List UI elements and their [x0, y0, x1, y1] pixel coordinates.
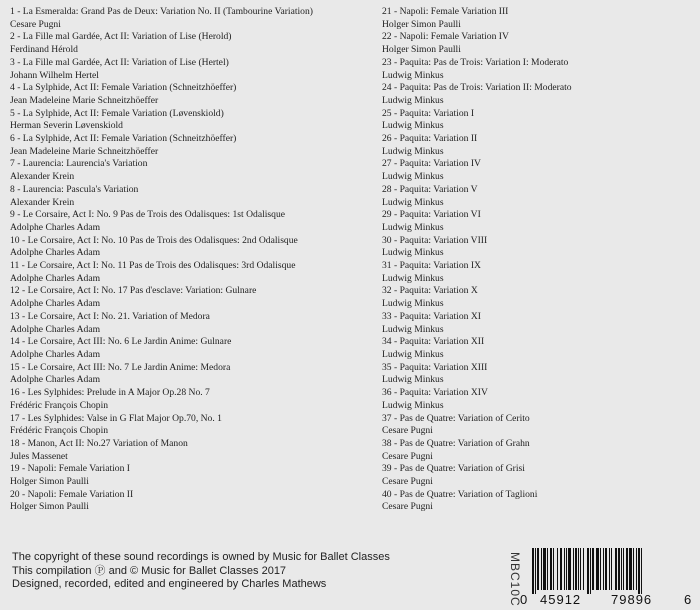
track-title: 25 - Paquita: Variation I	[382, 107, 475, 119]
barcode-last-digit: 6	[684, 592, 693, 607]
track-title: 3 - La Fille mal Gardée, Act II: Variation of Lise (Hertel)	[10, 56, 229, 68]
compilation-line: This compilation Ⓟ and © Music for Ballet Classes 2017	[12, 564, 287, 577]
barcode-bar	[535, 548, 536, 594]
barcode-bar	[560, 548, 562, 590]
track-item	[382, 6, 672, 31]
track-composer: Adolphe Charles Adam	[10, 272, 101, 284]
track-title: 24 - Paquita: Pas de Trois: Variation II: Moderato	[382, 82, 572, 94]
track-item	[10, 413, 365, 438]
track-title: 20 - Napoli: Female Variation II	[10, 488, 134, 500]
catalog-number: MBC10C	[508, 552, 522, 607]
track-title: 19 - Napoli: Female Variation I	[10, 463, 130, 475]
barcode-bar	[575, 548, 577, 590]
barcode-bar	[550, 548, 552, 590]
track-composer: Ludwig Minkus	[382, 348, 444, 360]
track-title: 16 - Les Sylphides: Prelude in A Major Op.28 No. 7	[10, 387, 210, 399]
track-composer: Ludwig Minkus	[382, 145, 444, 157]
track-item	[10, 311, 365, 336]
barcode-bar	[583, 548, 584, 590]
track-title: 11 - Le Corsaire, Act I: No. 11 Pas de Trois des Odalisques: 3rd Odalisque	[10, 260, 296, 272]
barcode-bar	[547, 548, 548, 590]
track-item	[10, 463, 365, 488]
track-item	[10, 6, 365, 31]
track-composer: Ferdinand Hérold	[10, 44, 78, 56]
track-item	[10, 108, 365, 133]
track-composer: Ludwig Minkus	[382, 247, 444, 259]
track-item	[10, 209, 365, 234]
track-title: 12 - Le Corsaire, Act I: No. 17 Pas d'esclave: Variation: Gulnare	[10, 285, 257, 297]
track-item	[10, 260, 365, 285]
track-title: 23 - Paquita: Pas de Trois: Variation I: Moderato	[382, 56, 569, 68]
track-item	[10, 387, 365, 412]
track-composer: Ludwig Minkus	[382, 171, 444, 183]
barcode-bar	[543, 548, 546, 590]
credits-footer	[12, 551, 390, 592]
track-composer: Adolphe Charles Adam	[10, 323, 101, 335]
barcode-bar	[618, 548, 620, 590]
track-composer: Cesare Pugni	[382, 450, 433, 462]
barcode-bar	[641, 548, 642, 594]
track-item	[10, 57, 365, 82]
barcode-bar	[629, 548, 632, 590]
barcode-bar	[553, 548, 554, 590]
track-composer: Cesare Pugni	[10, 18, 61, 30]
track-item	[382, 311, 672, 336]
track-title: 2 - La Fille mal Gardée, Act II: Variation of Lise (Herold)	[10, 31, 232, 43]
barcode-bar	[638, 548, 640, 594]
track-composer: Jean Madeleine Marie Schneitzhöeffer	[10, 94, 159, 106]
track-item	[382, 413, 672, 438]
barcode-bar	[557, 548, 558, 590]
barcode-bar	[605, 548, 607, 590]
barcode-bar	[590, 548, 591, 594]
barcode-bar	[615, 548, 617, 590]
track-item	[382, 336, 672, 361]
track-item	[382, 260, 672, 285]
track-composer: Herman Severin Løvenskiold	[10, 120, 123, 132]
track-composer: Adolphe Charles Adam	[10, 247, 101, 259]
barcode-right-group: 79896	[611, 592, 653, 607]
track-title: 34 - Paquita: Variation XII	[382, 336, 485, 348]
barcode-bar	[611, 548, 612, 590]
barcode-bar	[600, 548, 601, 590]
barcode-bar	[636, 548, 637, 590]
track-title: 21 - Napoli: Female Variation III	[382, 6, 509, 17]
track-item	[382, 387, 672, 412]
barcode-bar	[626, 548, 628, 590]
track-item	[10, 133, 365, 158]
barcode-bar	[580, 548, 581, 590]
track-item	[382, 438, 672, 463]
track-composer: Ludwig Minkus	[382, 272, 444, 284]
tracklist-right-column	[382, 6, 672, 514]
track-item	[10, 438, 365, 463]
track-item	[382, 133, 672, 158]
tracklist-left-column	[10, 6, 365, 514]
track-composer: Ludwig Minkus	[382, 120, 444, 132]
track-item	[382, 362, 672, 387]
track-item	[382, 235, 672, 260]
track-item	[382, 82, 672, 107]
track-title: 13 - Le Corsaire, Act I: No. 21. Variation of Medora	[10, 310, 210, 322]
track-composer: Jules Massenet	[10, 450, 68, 462]
barcode-bar	[541, 548, 542, 590]
track-composer: Adolphe Charles Adam	[10, 298, 101, 310]
barcode-bar	[592, 548, 594, 590]
track-item	[382, 489, 672, 514]
track-title: 7 - Laurencia: Laurencia's Variation	[10, 158, 148, 170]
track-composer: Ludwig Minkus	[382, 69, 444, 81]
track-composer: Cesare Pugni	[382, 476, 433, 488]
track-title: 6 - La Sylphide, Act II: Female Variation (Schneitzhöeffer)	[10, 133, 237, 145]
track-composer: Ludwig Minkus	[382, 399, 444, 411]
track-title: 32 - Paquita: Variation X	[382, 285, 478, 297]
track-composer: Ludwig Minkus	[382, 374, 444, 386]
track-title: 9 - Le Corsaire, Act I: No. 9 Pas de Trois des Odalisques: 1st Odalisque	[10, 209, 285, 221]
track-composer: Adolphe Charles Adam	[10, 221, 101, 233]
track-item	[10, 82, 365, 107]
barcode-bar	[623, 548, 624, 590]
credits-line: Designed, recorded, edited and engineered by Charles Mathews	[12, 578, 327, 590]
barcode-first-digit: 0	[520, 592, 529, 607]
barcode-bar	[537, 548, 539, 590]
track-composer: Alexander Krein	[10, 171, 75, 183]
track-item	[10, 362, 365, 387]
track-composer: Adolphe Charles Adam	[10, 374, 101, 386]
track-title: 36 - Paquita: Variation XIV	[382, 387, 488, 399]
track-composer: Ludwig Minkus	[382, 298, 444, 310]
track-item	[10, 285, 365, 310]
track-composer: Holger Simon Paulli	[10, 476, 89, 488]
track-composer: Johann Wilhelm Hertel	[10, 69, 99, 81]
track-composer: Holger Simon Paulli	[10, 501, 89, 513]
track-item	[10, 158, 365, 183]
track-item	[382, 57, 672, 82]
barcode-left-group: 45912	[540, 592, 582, 607]
track-item	[382, 31, 672, 56]
track-title: 31 - Paquita: Variation IX	[382, 260, 481, 272]
track-item	[10, 489, 365, 514]
track-title: 38 - Pas de Quatre: Variation of Grahn	[382, 437, 530, 449]
track-title: 29 - Paquita: Variation VI	[382, 209, 481, 221]
track-item	[10, 235, 365, 260]
track-item	[382, 463, 672, 488]
track-item	[10, 184, 365, 209]
track-item	[382, 184, 672, 209]
track-title: 28 - Paquita: Variation V	[382, 183, 478, 195]
track-title: 8 - Laurencia: Pascula's Variation	[10, 183, 139, 195]
track-composer: Ludwig Minkus	[382, 196, 444, 208]
track-title: 1 - La Esmeralda: Grand Pas de Deux: Variation No. II (Tambourine Variation)	[10, 6, 313, 17]
track-composer: Holger Simon Paulli	[382, 44, 461, 56]
track-title: 5 - La Sylphide, Act II: Female Variation (Løvenskiold)	[10, 107, 224, 119]
track-title: 10 - Le Corsaire, Act I: No. 10 Pas de Trois des Odalisques: 2nd Odalisque	[10, 234, 298, 246]
barcode-bar	[587, 548, 589, 594]
track-composer: Cesare Pugni	[382, 425, 433, 437]
track-title: 40 - Pas de Quatre: Variation of Taglioni	[382, 488, 538, 500]
track-item	[382, 158, 672, 183]
track-composer: Cesare Pugni	[382, 501, 433, 513]
track-item	[10, 31, 365, 56]
track-composer: Alexander Krein	[10, 196, 75, 208]
barcode-bar	[573, 548, 574, 590]
track-title: 18 - Manon, Act II: No.27 Variation of Manon	[10, 437, 188, 449]
barcode-bars	[518, 548, 696, 594]
track-title: 27 - Paquita: Variation IV	[382, 158, 481, 170]
track-composer: Ludwig Minkus	[382, 94, 444, 106]
track-title: 35 - Paquita: Variation XIII	[382, 361, 488, 373]
track-title: 14 - Le Corsaire, Act III: No. 6 Le Jardin Anime: Gulnare	[10, 336, 232, 348]
barcode-bar	[633, 548, 634, 590]
track-item	[382, 108, 672, 133]
barcode-bar	[568, 548, 571, 590]
track-item	[10, 336, 365, 361]
track-title: 37 - Pas de Quatre: Variation of Cerito	[382, 412, 530, 424]
track-composer: Adolphe Charles Adam	[10, 348, 101, 360]
barcode-bar	[532, 548, 534, 594]
track-title: 33 - Paquita: Variation XI	[382, 310, 481, 322]
barcode-bar	[596, 548, 599, 590]
track-title: 4 - La Sylphide, Act II: Female Variation (Schneitzhöeffer)	[10, 82, 237, 94]
track-title: 15 - Le Corsaire, Act III: No. 7 Le Jardin Anime: Medora	[10, 361, 231, 373]
track-composer: Jean Madeleine Marie Schneitzhöeffer	[10, 145, 159, 157]
track-title: 22 - Napoli: Female Variation IV	[382, 31, 509, 43]
track-composer: Ludwig Minkus	[382, 323, 444, 335]
barcode-bar	[564, 548, 565, 590]
barcode-bar	[621, 548, 622, 590]
track-item	[382, 209, 672, 234]
track-title: 17 - Les Sylphides: Valse in G Flat Major Op.70, No. 1	[10, 412, 222, 424]
track-composer: Frédéric François Chopin	[10, 425, 109, 437]
track-title: 30 - Paquita: Variation VIII	[382, 234, 488, 246]
barcode-bar	[603, 548, 604, 590]
barcode	[518, 548, 696, 607]
copyright-line: The copyright of these sound recordings is owned by Music for Ballet Classes	[12, 551, 390, 563]
track-title: 26 - Paquita: Variation II	[382, 133, 478, 145]
barcode-bar	[609, 548, 610, 590]
track-composer: Frédéric François Chopin	[10, 399, 109, 411]
track-composer: Holger Simon Paulli	[382, 18, 461, 30]
track-item	[382, 285, 672, 310]
track-title: 39 - Pas de Quatre: Variation of Grisi	[382, 463, 525, 475]
barcode-bar	[578, 548, 579, 590]
track-composer: Ludwig Minkus	[382, 221, 444, 233]
barcode-bar	[566, 548, 567, 590]
